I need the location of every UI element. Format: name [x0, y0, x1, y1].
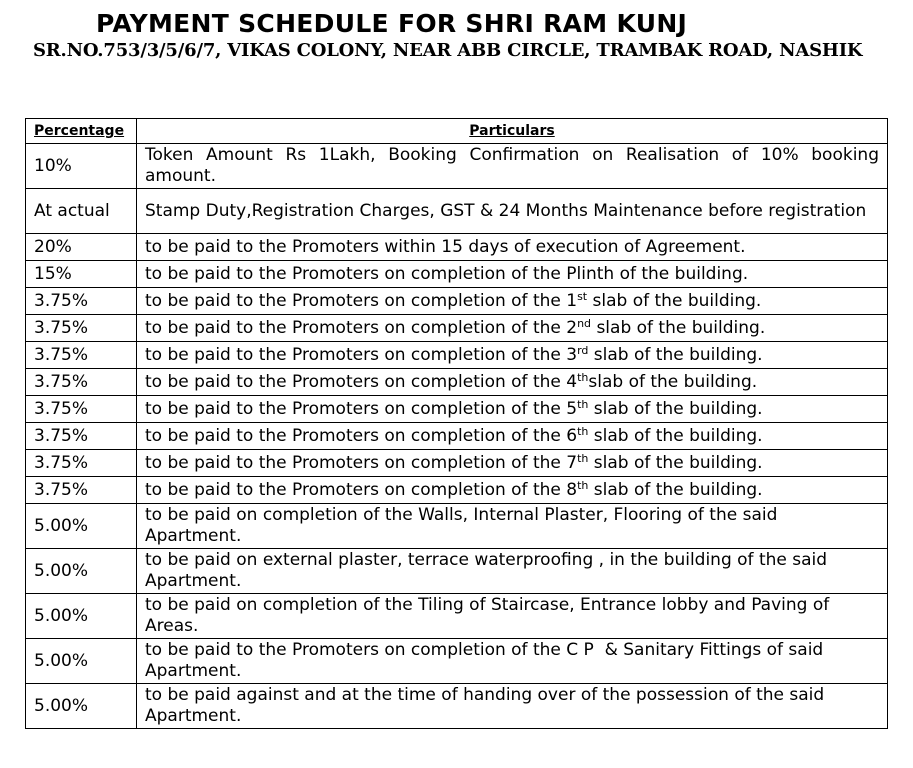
particulars-text: to be paid to the Promoters on completion of the 2	[145, 318, 578, 338]
percentage-cell: 3.75%	[26, 396, 137, 423]
column-header-percentage: Percentage	[26, 119, 137, 144]
ordinal-suffix: nd	[577, 317, 592, 330]
particulars-text: slab of the building.	[588, 399, 763, 419]
page-title: PAYMENT SCHEDULE FOR SHRI RAM KUNJ	[96, 9, 688, 38]
ordinal-suffix: rd	[577, 344, 589, 357]
percentage-cell: 5.00%	[26, 684, 137, 729]
table-row	[26, 450, 888, 477]
table-row	[26, 477, 888, 504]
particulars-text: to be paid to the Promoters on completion of the 7	[145, 453, 578, 473]
particulars-text: to be paid to the Promoters on completion of the 6	[145, 426, 578, 446]
particulars-cell: to be paid on completion of the Tiling of Staircase, Entrance lobby and Paving of Areas.	[137, 594, 888, 639]
particulars-cell: to be paid on completion of the Walls, Internal Plaster, Flooring of the said Apartment.	[137, 504, 888, 549]
percentage-cell: 10%	[26, 144, 137, 189]
percentage-cell: 3.75%	[26, 315, 137, 342]
particulars-cell: to be paid against and at the time of handing over of the possession of the said Apartment.	[137, 684, 888, 729]
particulars-cell: to be paid on external plaster, terrace waterproofing , in the building of the said Apartment.	[137, 549, 888, 594]
particulars-cell	[137, 477, 888, 504]
percentage-cell: 3.75%	[26, 423, 137, 450]
payment-schedule-table	[25, 118, 888, 729]
column-header-particulars: Particulars	[137, 119, 888, 144]
percentage-cell: 3.75%	[26, 342, 137, 369]
particulars-cell: to be paid to the Promoters within 15 days of execution of Agreement.	[137, 234, 888, 261]
particulars-text: slab of the building.	[588, 372, 758, 392]
percentage-cell: At actual	[26, 189, 137, 234]
table-row	[26, 189, 888, 234]
particulars-text: slab of the building.	[588, 453, 763, 473]
particulars-text: to be paid to the Promoters on completion of the 3	[145, 345, 578, 365]
particulars-text: slab of the building.	[591, 318, 766, 338]
percentage-cell: 5.00%	[26, 639, 137, 684]
particulars-cell	[137, 342, 888, 369]
particulars-text: to be paid to the Promoters on completion of the 4	[145, 372, 578, 392]
percentage-cell: 5.00%	[26, 549, 137, 594]
particulars-cell: to be paid to the Promoters on completion of the C P & Sanitary Fittings of said Apartment.	[137, 639, 888, 684]
table-row	[26, 261, 888, 288]
particulars-cell: to be paid to the Promoters on completion of the Plinth of the building.	[137, 261, 888, 288]
table-row	[26, 144, 888, 189]
ordinal-suffix: th	[577, 398, 589, 411]
particulars-cell	[137, 396, 888, 423]
percentage-cell: 3.75%	[26, 477, 137, 504]
ordinal-suffix: th	[577, 479, 589, 492]
table-row	[26, 288, 888, 315]
particulars-cell: Stamp Duty,Registration Charges, GST & 24 Months Maintenance before registration	[137, 189, 888, 234]
particulars-cell	[137, 288, 888, 315]
percentage-cell: 3.75%	[26, 450, 137, 477]
particulars-text: to be paid to the Promoters on completion of the 8	[145, 480, 578, 500]
percentage-cell: 15%	[26, 261, 137, 288]
table-row	[26, 369, 888, 396]
table-row	[26, 234, 888, 261]
particulars-cell	[137, 423, 888, 450]
table-row	[26, 396, 888, 423]
particulars-text: slab of the building.	[587, 291, 762, 311]
percentage-cell: 5.00%	[26, 504, 137, 549]
address-line: SR.NO.753/3/5/6/7, VIKAS COLONY, NEAR ABB CIRCLE, TRAMBAK ROAD, NASHIK	[33, 40, 863, 61]
particulars-cell	[137, 450, 888, 477]
percentage-cell: 20%	[26, 234, 137, 261]
particulars-text: slab of the building.	[588, 426, 763, 446]
table-header-row	[26, 119, 888, 144]
particulars-text: slab of the building.	[588, 345, 763, 365]
particulars-cell	[137, 369, 888, 396]
ordinal-suffix: th	[577, 425, 589, 438]
percentage-cell: 5.00%	[26, 594, 137, 639]
particulars-cell	[137, 315, 888, 342]
particulars-text: to be paid to the Promoters on completion of the 5	[145, 399, 578, 419]
table-row	[26, 684, 888, 729]
table-row	[26, 504, 888, 549]
ordinal-suffix: th	[577, 371, 589, 384]
table-row	[26, 594, 888, 639]
table-row	[26, 549, 888, 594]
particulars-text: to be paid to the Promoters on completion of the 1	[145, 291, 578, 311]
ordinal-suffix: th	[577, 452, 589, 465]
particulars-text: slab of the building.	[588, 480, 763, 500]
percentage-cell: 3.75%	[26, 288, 137, 315]
percentage-cell: 3.75%	[26, 369, 137, 396]
ordinal-suffix: st	[577, 290, 588, 303]
table-row	[26, 342, 888, 369]
particulars-cell: Token Amount Rs 1Lakh, Booking Confirmation on Realisation of 10% booking amount.	[137, 144, 888, 189]
table-row	[26, 423, 888, 450]
table-row	[26, 639, 888, 684]
table-row	[26, 315, 888, 342]
